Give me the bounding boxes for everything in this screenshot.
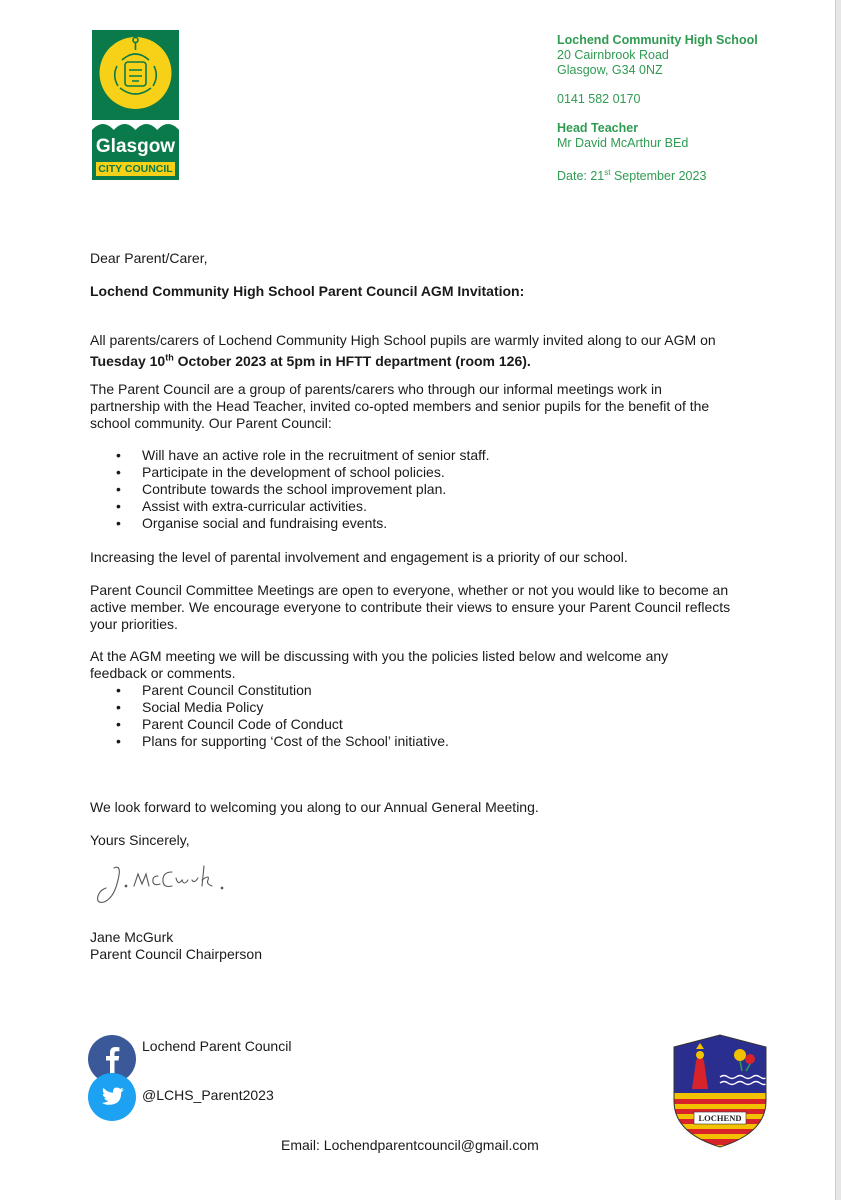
agm-policies-paragraph: At the AGM meeting we will be discussing with you the policies listed below and welcome any feedback or comments. <box>90 648 669 681</box>
council-roles-list <box>90 447 710 532</box>
sign-off: Yours Sincerely, <box>90 832 190 848</box>
glasgow-city-council-logo <box>92 30 179 180</box>
list-item: • Participate in the development of school policies. <box>90 464 710 481</box>
page-edge <box>836 0 841 1200</box>
salutation: Dear Parent/Carer, <box>90 250 208 266</box>
parent-council-description: The Parent Council are a group of parents/carers who through our informal meetings work in partnership with the Head Teacher, invited co-opted members and senior pupils for the benefit of the school community. Our Parent Council: <box>90 381 710 431</box>
list-item: • Parent Council Constitution <box>90 682 710 699</box>
twitter-handle[interactable]: @LCHS_Parent2023 <box>142 1087 274 1103</box>
lochend-school-crest <box>672 1033 768 1149</box>
crest-label: LOCHEND <box>698 1113 742 1123</box>
list-item: • Social Media Policy <box>90 699 710 716</box>
letter-date: Date: 21st September 2023 <box>557 168 707 184</box>
school-header <box>557 33 758 184</box>
list-item: • Parent Council Code of Conduct <box>90 716 710 733</box>
handwritten-signature <box>92 858 242 908</box>
facebook-page-name[interactable]: Lochend Parent Council <box>142 1038 292 1054</box>
contact-email[interactable]: Email: Lochendparentcouncil@gmail.com <box>281 1137 539 1153</box>
head-teacher-name: Mr David McArthur BEd <box>557 136 689 150</box>
policies-list <box>90 682 710 750</box>
school-name: Lochend Community High School <box>557 33 758 47</box>
invitation-paragraph: All parents/carers of Lochend Community High School pupils are warmly invited along to our AGM on Tuesday 10th October 2023 at 5pm in HFTT department (room 126). <box>90 332 716 369</box>
signer-name: Jane McGurk <box>90 929 174 945</box>
list-item: • Will have an active role in the recruitment of senior staff. <box>90 447 710 464</box>
school-address-line1: 20 Cairnbrook Road <box>557 48 669 62</box>
priority-paragraph: Increasing the level of parental involvement and engagement is a priority of our school. <box>90 549 628 565</box>
list-item: • Plans for supporting ‘Cost of the School’ initiative. <box>90 733 710 750</box>
school-phone: 0141 582 0170 <box>557 92 641 106</box>
signer-role: Parent Council Chairperson <box>90 946 262 962</box>
list-item: • Contribute towards the school improvement plan. <box>90 481 710 498</box>
head-teacher-title: Head Teacher <box>557 121 639 135</box>
logo-name-line1: Glasgow <box>95 136 176 157</box>
list-item: • Organise social and fundraising events. <box>90 515 710 532</box>
school-address-line2: Glasgow, G34 0NZ <box>557 63 663 77</box>
closing-paragraph: We look forward to welcoming you along to our Annual General Meeting. <box>90 799 539 815</box>
list-item: • Assist with extra-curricular activities. <box>90 498 710 515</box>
logo-name-line2: CITY COUNCIL <box>96 162 175 176</box>
letter-title: Lochend Community High School Parent Council AGM Invitation: <box>90 283 525 299</box>
twitter-icon[interactable] <box>88 1073 136 1121</box>
committee-meetings-paragraph: Parent Council Committee Meetings are open to everyone, whether or not you would like to become an active member. We encourage everyone to contribute their views to ensure your Parent Council reflects your priorities. <box>90 582 731 632</box>
